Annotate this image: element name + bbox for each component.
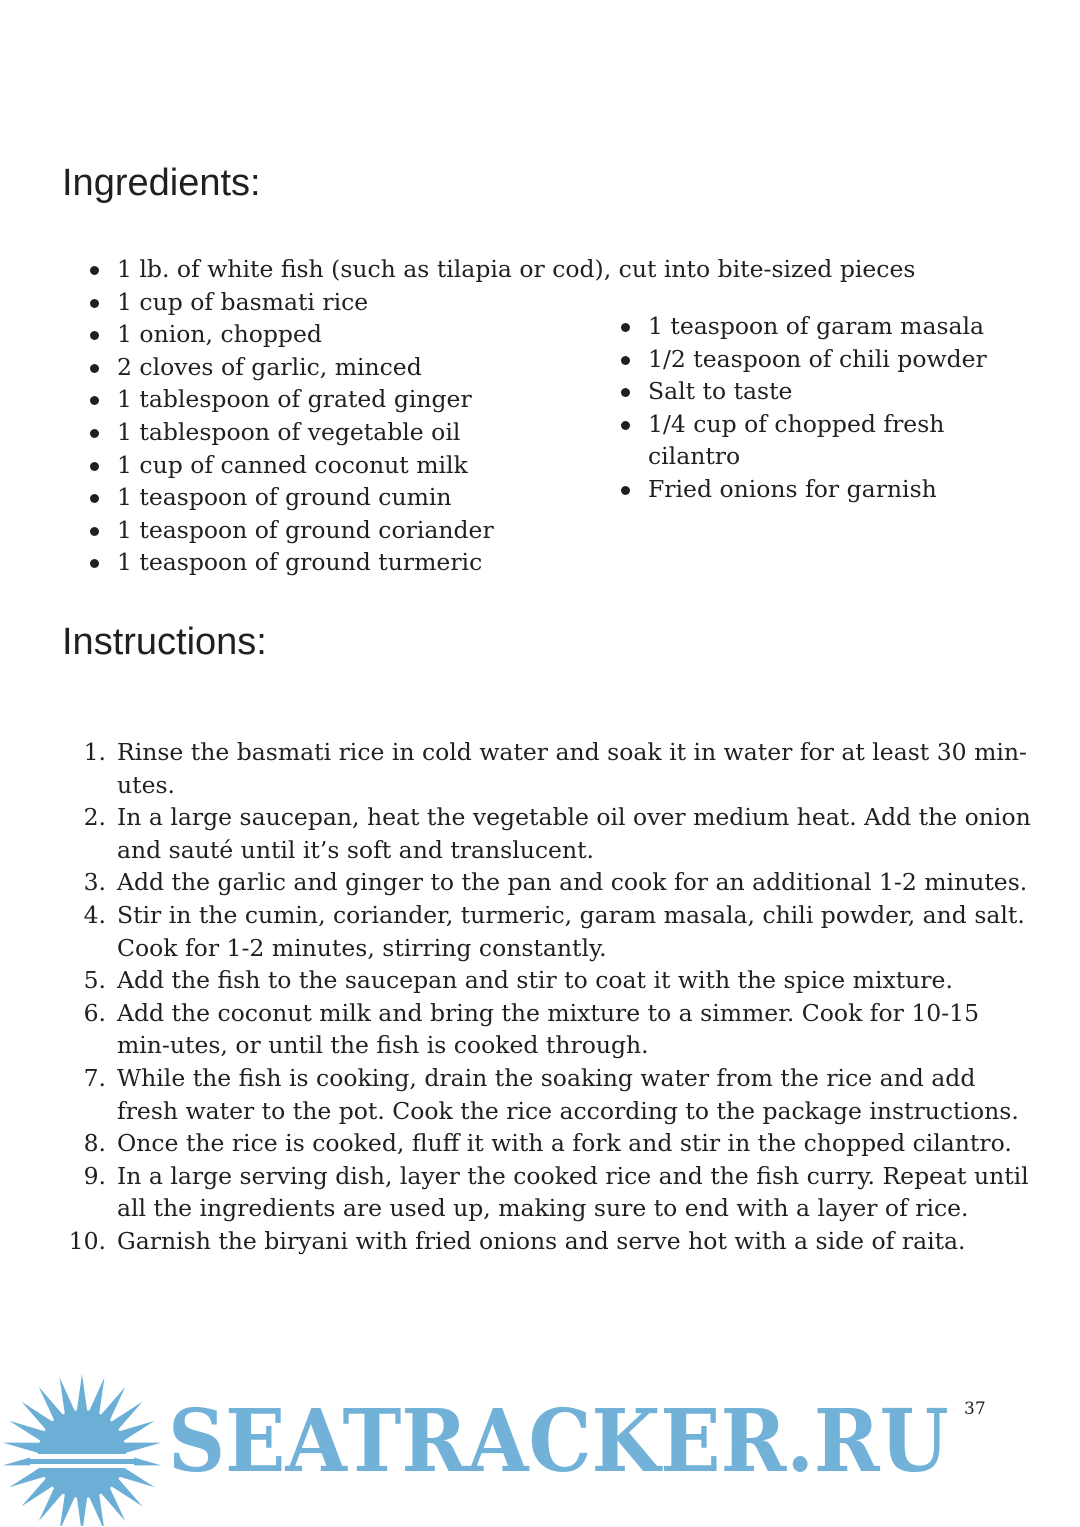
ingredient-item: 1 tablespoon of vegetable oil <box>86 416 946 449</box>
instruction-step <box>60 801 1038 866</box>
step-text: In a large saucepan, heat the vegetable oil over medium heat. Add the onion and sauté until it’s soft and translucent. <box>117 803 1031 864</box>
ingredient-item: 1/4 cup of chopped fresh cilantro <box>617 408 947 473</box>
step-number: 6. <box>83 998 106 1027</box>
ingredient-item: Salt to taste <box>617 375 947 408</box>
step-text: While the fish is cooking, drain the soaking water from the rice and add fresh water to the pot. Cook the rice according to the package instructions. <box>117 1063 1019 1125</box>
step-number: 9. <box>83 1161 106 1190</box>
ingredient-item: Fried onions for garnish <box>617 473 947 506</box>
ingredient-item: 1 teaspoon of ground coriander <box>86 514 946 547</box>
ingredient-item: 1 lb. of white fish (such as tilapia or cod), cut into bite-sized pieces <box>86 253 946 286</box>
instructions-list <box>60 736 1038 1258</box>
step-number: 4. <box>83 900 106 929</box>
instruction-step <box>60 899 1038 964</box>
ingredient-item: 1 teaspoon of ground cumin <box>86 481 946 514</box>
instruction-step <box>60 964 1038 997</box>
step-text: Add the garlic and ginger to the pan and cook for an additional 1-2 minutes. <box>117 868 1028 897</box>
step-number: 5. <box>83 966 106 995</box>
ingredient-item: 1 onion, chopped <box>86 318 946 351</box>
step-text: Add the coconut milk and bring the mixture to a simmer. Cook for 10-15 min-utes, or until the fish is cooked through. <box>117 998 980 1060</box>
page-number: 37 <box>964 1399 986 1419</box>
instruction-step <box>60 1160 1038 1225</box>
instruction-step <box>60 736 1038 801</box>
sun-icon <box>0 1368 170 1526</box>
step-text: Once the rice is cooked, fluff it with a fork and stir in the chopped cilantro. <box>117 1129 1012 1158</box>
instruction-step <box>60 997 1038 1062</box>
ingredient-item: 1/2 teaspoon of chili powder <box>617 343 947 376</box>
ingredient-item: 2 cloves of garlic, minced <box>86 351 946 384</box>
step-number: 7. <box>83 1063 106 1092</box>
step-number: 8. <box>83 1129 106 1158</box>
instruction-step <box>60 866 1038 899</box>
step-text: In a large serving dish, layer the cooked rice and the fish curry. Repeat until all the ingredients are used up, making sure to end with a layer of rice. <box>117 1161 1029 1223</box>
ingredient-item: 1 cup of basmati rice <box>86 286 946 319</box>
ingredient-item: 1 tablespoon of grated ginger <box>86 383 946 416</box>
ingredient-item: 1 cup of canned coconut milk <box>86 449 946 482</box>
step-text: Rinse the basmati rice in cold water and soak it in water for at least 30 min-utes. <box>117 738 1027 799</box>
instruction-step <box>60 1127 1038 1160</box>
step-number: 3. <box>83 868 106 897</box>
step-number: 1. <box>83 738 106 766</box>
step-number: 10. <box>68 1226 106 1255</box>
step-text: Add the fish to the saucepan and stir to coat it with the spice mixture. <box>117 966 953 995</box>
instructions-heading: Instructions: <box>62 621 267 663</box>
step-text: Garnish the biryani with fried onions and serve hot with a side of raita. <box>117 1226 966 1255</box>
step-text: Stir in the cumin, coriander, turmeric, garam masala, chili powder, and salt. Cook for 1-2 minutes, stirring constantly. <box>117 900 1025 962</box>
instruction-step <box>60 1062 1038 1127</box>
ingredient-item: 1 teaspoon of ground turmeric <box>86 546 946 579</box>
ingredient-item: 1 teaspoon of garam masala <box>617 310 947 343</box>
step-number: 2. <box>83 803 106 832</box>
ingredients-list-right <box>617 310 987 506</box>
instruction-step <box>60 1225 1038 1258</box>
watermark-text: SEATRACKER.RU <box>168 1391 949 1492</box>
ingredients-heading: Ingredients: <box>62 162 261 204</box>
